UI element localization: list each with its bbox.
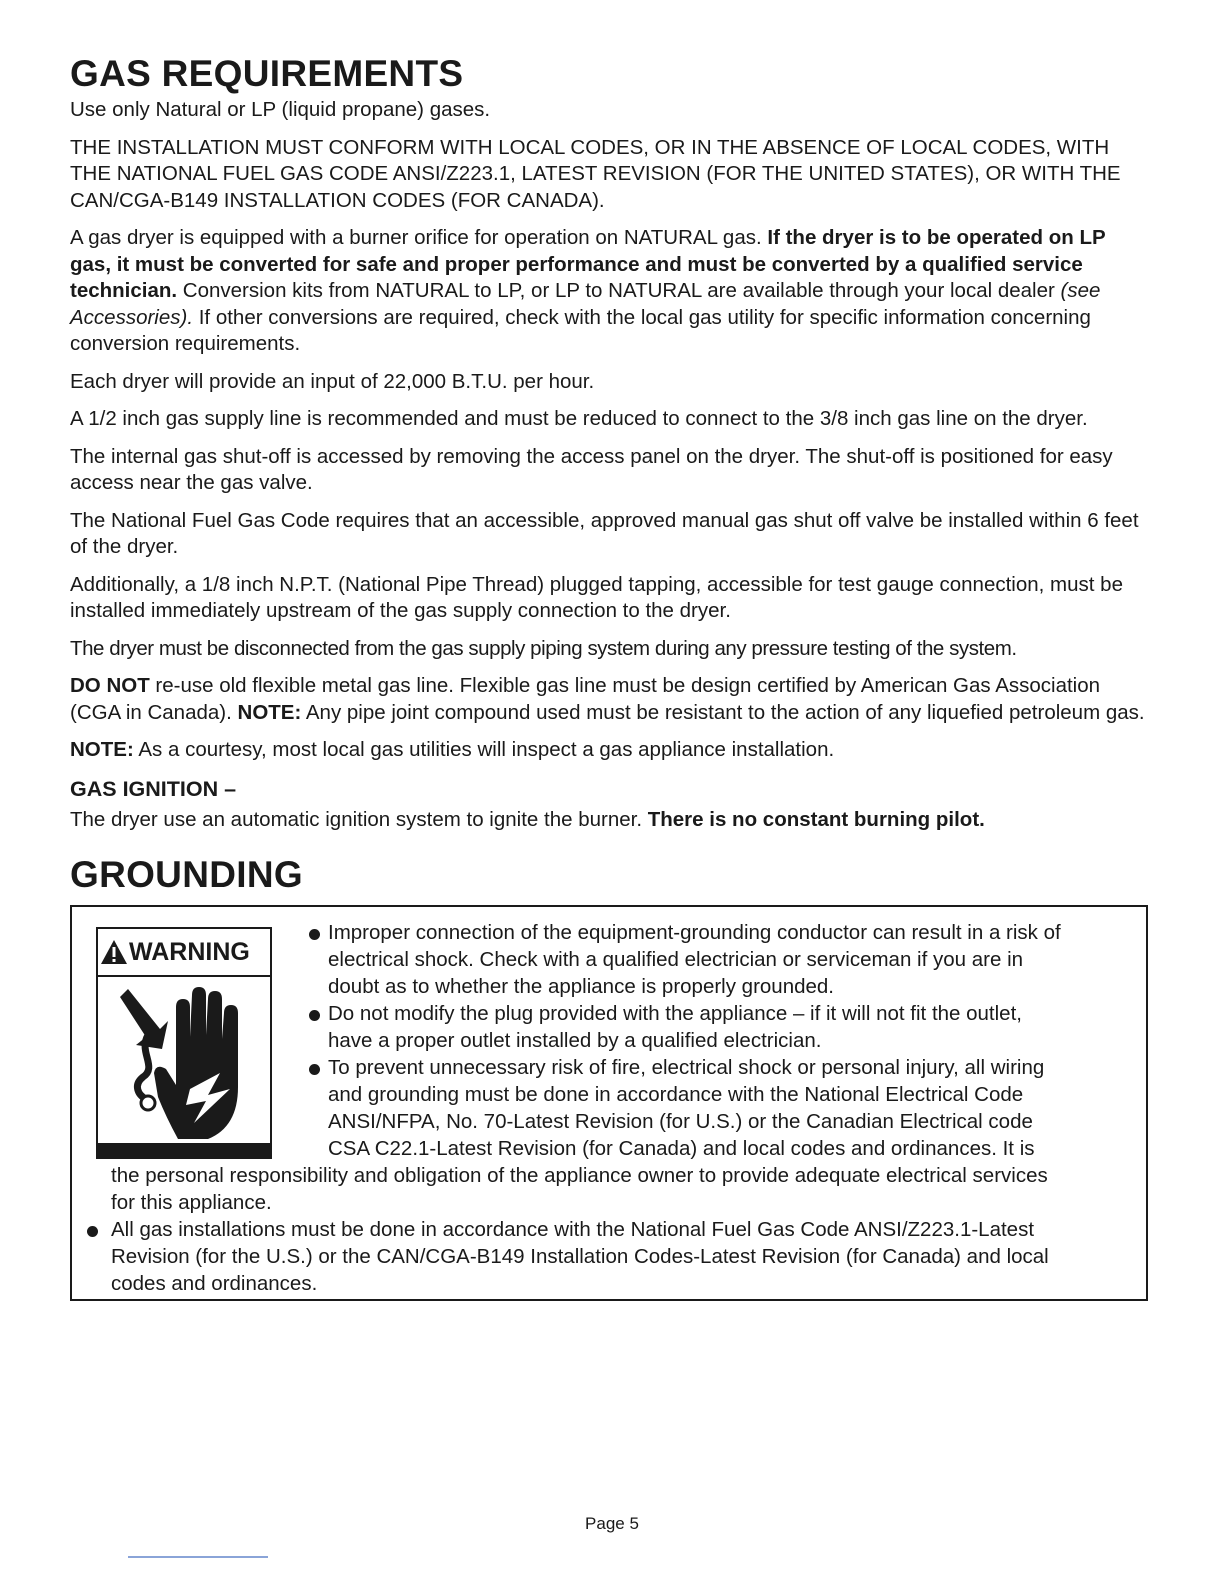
warning-bullet-3-line-2: and grounding must be done in accordance with the National Electrical Code [328,1083,1024,1106]
bullet-icon [309,1010,320,1021]
gas-p10-text-2: Any pipe joint compound used must be resistant to the action of any liquefied petroleum gas. [305,700,1145,724]
bullet-icon [87,1226,98,1237]
page-content [70,52,1152,1301]
gas-paragraph-2: THE INSTALLATION MUST CONFORM WITH LOCAL CODES, OR IN THE ABSENCE OF LOCAL CODES, WITH THE NATIONAL FUEL GAS CODE ANSI/Z223.1, LATEST REVISION (FOR THE UNITED STATES), OR WITH THE CAN/CGA-B149 INSTALLATION CODES (FOR CANADA). [70,135,1121,212]
warning-triangle-icon [100,939,128,965]
electric-shock-hand-icon [98,977,270,1143]
warning-bullet-3-line-6: for this appliance. [111,1191,272,1214]
gas-p3-text: A gas dryer is equipped with a burner orifice for operation on NATURAL gas. [70,226,762,249]
grounding-heading: GROUNDING [70,854,303,895]
page-number: Page 5 [585,1514,639,1533]
gas-p10-text: re-use old flexible metal gas line. Flexible gas line must be design certified by American Gas Association (CGA in Canada). [70,674,1101,724]
warning-bar [98,1143,270,1157]
warning-bullet-2-line-1: Do not modify the plug provided with the appliance – if it will not fit the outlet, [328,1002,1022,1025]
warning-bullet-3-line-1: To prevent unnecessary risk of fire, electrical shock or personal injury, all wiring [328,1056,1045,1079]
bullet-icon [309,1064,320,1075]
gas-p3-bold: If the dryer is to be operated on LP gas, it must be converted for safe and proper performance and must be converted by a qualified service technician. [70,226,1106,302]
gas-p3-text-2: Conversion kits from NATURAL to LP, or LP to NATURAL are available through your local dealer [182,279,1055,302]
gas-ignition-text [70,807,1152,834]
warning-bullet-4-line-1: All gas installations must be done in accordance with the National Fuel Gas Code ANSI/Z223.1-Latest [111,1218,1035,1241]
gas-ignition-heading: GAS IGNITION – [70,776,237,801]
gas-requirements-heading: GAS REQUIREMENTS [70,53,464,94]
warning-bullet-3-line-4: CSA C22.1-Latest Revision (for Canada) and local codes and ordinances. It is [328,1137,1035,1160]
ignition-text: The dryer use an automatic ignition system to ignite the burner. [70,807,643,831]
warning-bullet-4-line-3: codes and ordinances. [111,1272,318,1295]
warning-bullet-3-line-3: ANSI/NFPA, No. 70-Latest Revision (for U.S.) or the Canadian Electrical code [328,1110,1033,1133]
ignition-bold: There is no constant burning pilot. [647,807,985,831]
gas-paragraph-3 [70,225,1152,358]
gas-p3-text-3: If other conversions are required, check with the local gas utility for specific information concerning conversion requirements. [70,305,1091,355]
note-label: NOTE: [237,700,302,724]
warning-header [98,929,270,977]
warning-bullet-2-line-2: have a proper outlet installed by a qualified electrician. [328,1029,822,1052]
warning-bullet-1-line-1: Improper connection of the equipment-grounding conductor can result in a risk of [328,921,1061,944]
warning-bullet-1-line-2: electrical shock. Check with a qualified electrician or serviceman if you are in [328,948,1024,971]
gas-paragraph-8: Additionally, a 1/8 inch N.P.T. (National Pipe Thread) plugged tapping, accessible for test gauge connection, must be installed immediately upstream of the gas supply connection to the dryer. [70,572,1123,622]
do-not-label: DO NOT [70,674,150,697]
gas-paragraph-1: Use only Natural or LP (liquid propane) gases. [70,98,491,121]
warning-box [70,905,1148,1301]
gas-paragraph-7: The National Fuel Gas Code requires that an accessible, approved manual gas shut off valve be installed within 6 feet of the dryer. [70,508,1139,558]
gas-p11-text: As a courtesy, most local gas utilities will inspect a gas appliance installation. [138,738,835,761]
bullet-icon [309,929,320,940]
gas-paragraph-6: The internal gas shut-off is accessed by removing the access panel on the dryer. The shut-off is positioned for easy access near the gas valve. [70,444,1113,494]
gas-paragraph-4: Each dryer will provide an input of 22,000 B.T.U. per hour. [70,369,595,393]
warning-label: WARNING [129,937,250,966]
gas-p3-italic: (see Accessories). [70,279,1101,329]
warning-bullet-1-line-3: doubt as to whether the appliance is properly grounded. [328,975,835,998]
warning-symbol [96,927,272,1159]
note-label-2: NOTE: [70,738,134,761]
decorative-line [128,1556,268,1558]
gas-paragraph-9: The dryer must be disconnected from the gas supply piping system during any pressure testing of the system. [70,636,1017,660]
warning-bullet-3-line-5: the personal responsibility and obligation of the appliance owner to provide adequate electrical services [111,1164,1048,1187]
warning-bullet-4-line-2: Revision (for the U.S.) or the CAN/CGA-B149 Installation Codes-Latest Revision (for Canada) and local [111,1245,1049,1268]
gas-paragraph-10 [70,673,1152,726]
gas-paragraph-5: A 1/2 inch gas supply line is recommended and must be reduced to connect to the 3/8 inch gas line on the dryer. [70,407,1088,430]
gas-paragraph-11 [70,737,1152,764]
